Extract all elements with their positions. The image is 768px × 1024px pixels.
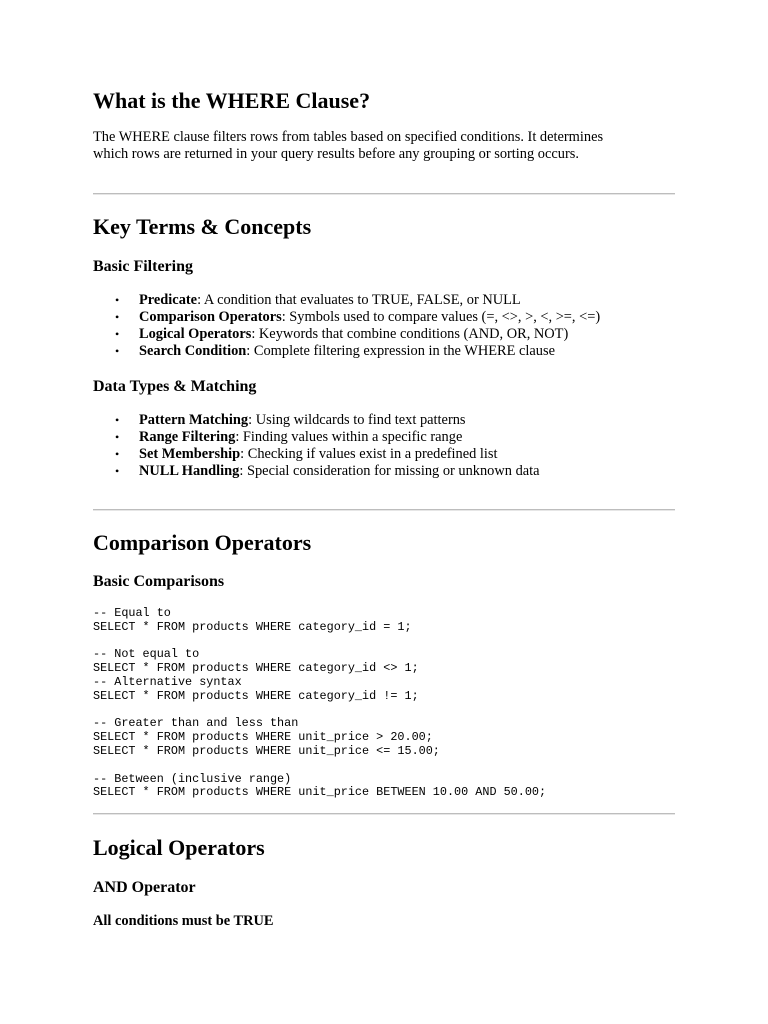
bullet-icon: • [115, 413, 120, 427]
where-paragraph-line-1: The WHERE clause filters rows from tables based on specified conditions. It determines [93, 129, 604, 145]
heading-where-clause: What is the WHERE Clause? [93, 88, 371, 113]
list-item [93, 309, 675, 326]
code-line: -- Equal to [93, 606, 171, 620]
code-line: SELECT * FROM products WHERE unit_price <= 15.00; [93, 743, 440, 758]
list-item [93, 463, 675, 480]
list-item-term: Range Filtering [139, 429, 236, 445]
list-item [93, 446, 675, 463]
data-types-list [93, 412, 675, 480]
divider [93, 509, 675, 511]
heading-key-terms: Key Terms & Concepts [93, 214, 312, 239]
list-item-term: NULL Handling [139, 463, 240, 479]
list-item [93, 292, 675, 309]
code-line: -- Between (inclusive range) [93, 771, 292, 786]
subheading-and-operator: AND Operator [93, 879, 196, 896]
code-line [93, 635, 546, 649]
code-line: SELECT * FROM products WHERE unit_price > 20.00; [93, 730, 433, 745]
bullet-icon: • [115, 430, 120, 444]
and-operator-note: All conditions must be TRUE [93, 913, 274, 929]
code-line: -- Not equal to [93, 647, 200, 662]
list-item-term: Logical Operators [139, 326, 252, 342]
list-item-term: Search Condition [139, 343, 247, 359]
heading-comparison-operators: Comparison Operators [93, 530, 312, 555]
list-item-desc: : Finding values within a specific range [235, 429, 463, 445]
list-item-term: Comparison Operators [139, 309, 282, 325]
list-item-term: Predicate [139, 292, 198, 308]
bullet-icon: • [115, 464, 120, 478]
bullet-icon: • [115, 327, 120, 341]
subheading-data-types: Data Types & Matching [93, 378, 257, 395]
code-line: -- Greater than and less than [93, 716, 299, 731]
list-item [93, 343, 675, 360]
bullet-icon: • [115, 293, 120, 307]
list-item [93, 429, 675, 446]
code-line [93, 704, 546, 718]
list-item-desc: : Using wildcards to find text patterns [248, 412, 466, 428]
bullet-icon: • [115, 447, 120, 461]
where-paragraph [93, 129, 663, 163]
list-item-term: Pattern Matching [139, 412, 249, 428]
subheading-basic-filtering: Basic Filtering [93, 258, 193, 275]
code-line: SELECT * FROM products WHERE category_id <> 1; [93, 661, 419, 676]
list-item-desc: : A condition that evaluates to TRUE, FALSE, or NULL [197, 292, 521, 308]
subheading-basic-comparisons: Basic Comparisons [93, 573, 225, 590]
list-item-desc: : Keywords that combine conditions (AND, OR, NOT) [251, 326, 569, 342]
list-item-desc: : Checking if values exist in a predefined list [240, 446, 498, 462]
list-item-term: Set Membership [139, 446, 241, 462]
basic-filtering-list [93, 292, 675, 360]
list-item-desc: : Symbols used to compare values (=, <>, >, <, >=, <=) [281, 309, 601, 325]
list-item [93, 412, 675, 429]
code-block [93, 607, 546, 800]
divider [93, 193, 675, 195]
where-paragraph-line-2: which rows are returned in your query results before any grouping or sorting occurs. [93, 146, 579, 162]
list-item-desc: : Complete filtering expression in the WHERE clause [246, 343, 555, 359]
code-line: SELECT * FROM products WHERE category_id != 1; [93, 688, 419, 703]
code-line: SELECT * FROM products WHERE category_id = 1; [93, 619, 412, 634]
bullet-icon: • [115, 344, 120, 358]
bullet-icon: • [115, 310, 120, 324]
list-item-desc: : Special consideration for missing or unknown data [239, 463, 540, 479]
code-line: SELECT * FROM products WHERE unit_price BETWEEN 10.00 AND 50.00; [93, 785, 547, 800]
list-item [93, 326, 675, 343]
code-line: -- Alternative syntax [93, 674, 242, 689]
code-line [93, 759, 546, 773]
divider [93, 813, 675, 815]
heading-logical-operators: Logical Operators [93, 835, 265, 860]
